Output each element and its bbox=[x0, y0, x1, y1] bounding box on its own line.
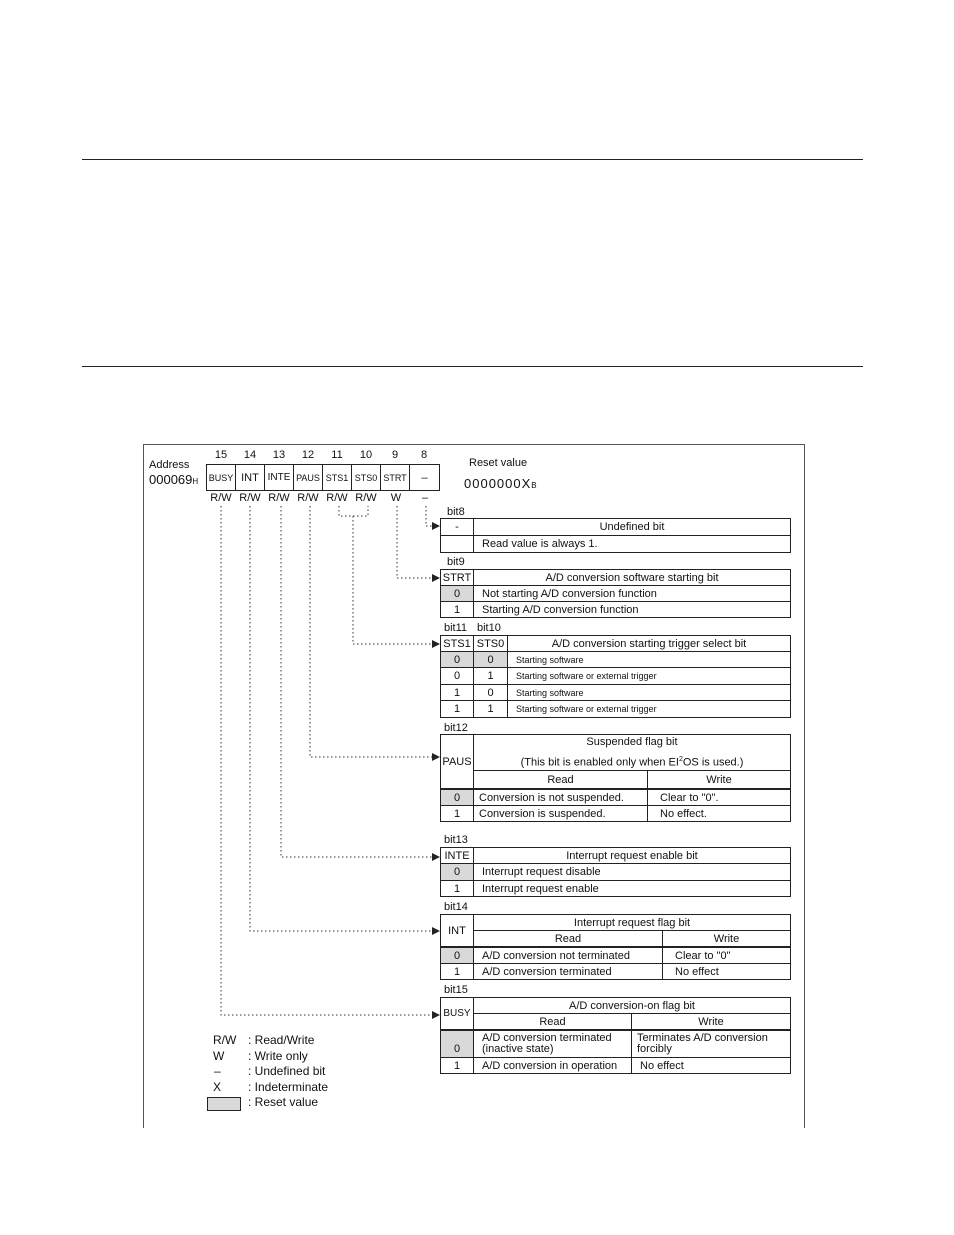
bit-field-busy: BUSY bbox=[206, 464, 236, 491]
bit13-desc-0: Interrupt request disable bbox=[473, 863, 791, 881]
bit-number: 14 bbox=[243, 449, 257, 461]
bit-field-strt: STRT bbox=[380, 464, 410, 491]
bit9-value-1: 1 bbox=[440, 601, 474, 618]
access-type: R/W bbox=[268, 492, 290, 504]
bit14-write-1: No effect bbox=[662, 963, 791, 980]
reset-value bbox=[464, 476, 538, 493]
bit14-value-1: 1 bbox=[440, 963, 474, 980]
bit12-read-head: Read bbox=[473, 770, 648, 789]
sts-row-a: 1 bbox=[440, 700, 474, 718]
legend-key: W bbox=[213, 1049, 225, 1063]
bit-number: 15 bbox=[214, 449, 228, 461]
bit15-value-0: 0 bbox=[440, 1029, 474, 1058]
sts-row-b: 0 bbox=[473, 684, 508, 701]
bit-number: 8 bbox=[420, 449, 428, 461]
sts-row-b: 1 bbox=[473, 700, 508, 718]
access-type: W bbox=[390, 492, 402, 504]
bit12-value-1: 1 bbox=[440, 805, 474, 822]
bit15-symbol: BUSY bbox=[440, 997, 474, 1030]
bit12-subtitle bbox=[521, 751, 744, 771]
access-type: R/W bbox=[297, 492, 319, 504]
bit14-write-head: Write bbox=[662, 930, 791, 947]
sts1-symbol: STS1 bbox=[440, 635, 474, 652]
sts-row-desc: Starting software or external trigger bbox=[507, 700, 791, 718]
bit12-write-1: No effect. bbox=[647, 805, 791, 822]
bit15-read-1: A/D conversion in operation bbox=[473, 1057, 632, 1074]
bit8-symbol: - bbox=[440, 518, 474, 536]
sts-row-a: 1 bbox=[440, 684, 474, 701]
bit15-label: bit15 bbox=[444, 984, 468, 996]
sts-row-b: 0 bbox=[473, 651, 508, 668]
address-number: 000069 bbox=[149, 472, 193, 487]
legend-key: – bbox=[214, 1064, 221, 1078]
access-type: R/W bbox=[239, 492, 261, 504]
access-type: R/W bbox=[210, 492, 232, 504]
bit-number: 12 bbox=[301, 449, 315, 461]
bit9-title: A/D conversion software starting bit bbox=[473, 569, 791, 586]
legend-desc: : Write only bbox=[248, 1049, 308, 1063]
legend-reset-swatch bbox=[207, 1097, 241, 1111]
address-value bbox=[149, 472, 198, 489]
bit12-symbol: PAUS bbox=[440, 734, 474, 789]
bit8-blank bbox=[440, 535, 474, 553]
bit12-title-block bbox=[473, 734, 791, 771]
bit14-read-head: Read bbox=[473, 930, 663, 947]
bit12-write-head: Write bbox=[647, 770, 791, 789]
bit8-title: Undefined bit bbox=[473, 518, 791, 536]
bit12-read-1: Conversion is suspended. bbox=[473, 805, 648, 822]
bit13-label: bit13 bbox=[444, 834, 468, 846]
bit-field-paus: PAUS bbox=[293, 464, 323, 491]
bit-number: 11 bbox=[331, 449, 343, 461]
sts-row-desc: Starting software bbox=[507, 684, 791, 701]
bit13-value-0: 0 bbox=[440, 863, 474, 881]
bit12-subtitle-sup: 2 bbox=[678, 755, 683, 763]
bit8-label: bit8 bbox=[447, 506, 465, 518]
bit9-symbol: STRT bbox=[440, 569, 474, 586]
bit14-symbol: INT bbox=[440, 914, 474, 947]
address-suffix: H bbox=[192, 477, 199, 486]
bit13-value-1: 1 bbox=[440, 880, 474, 897]
bit14-label: bit14 bbox=[444, 901, 468, 913]
sts-row-b: 1 bbox=[473, 667, 508, 685]
access-type: – bbox=[421, 492, 429, 504]
bit13-desc-1: Interrupt request enable bbox=[473, 880, 791, 897]
legend-desc: : Read/Write bbox=[248, 1033, 315, 1047]
reset-value-bits: 0000000X bbox=[464, 476, 532, 491]
address-label: Address bbox=[149, 459, 190, 471]
bit15-read-head: Read bbox=[473, 1013, 632, 1030]
legend-desc: : Reset value bbox=[248, 1095, 319, 1109]
bit14-title: Interrupt request flag bit bbox=[473, 914, 791, 931]
bit9-label: bit9 bbox=[447, 556, 465, 568]
sts-title: A/D conversion starting trigger select bit bbox=[507, 635, 791, 652]
bit15-title: A/D conversion-on flag bit bbox=[473, 997, 791, 1014]
bit15-write-head: Write bbox=[631, 1013, 791, 1030]
bit13-title: Interrupt request enable bit bbox=[473, 847, 791, 864]
legend-key: R/W bbox=[213, 1033, 237, 1047]
legend-desc: : Undefined bit bbox=[248, 1064, 326, 1078]
bit-field-undefined: – bbox=[409, 464, 440, 491]
bit12-value-0: 0 bbox=[440, 788, 474, 806]
bit14-read-0: A/D conversion not terminated bbox=[473, 946, 663, 964]
bit9-desc-0: Not starting A/D conversion function bbox=[473, 585, 791, 602]
legend-key: X bbox=[213, 1080, 222, 1094]
bit-field-inte: INTE bbox=[264, 464, 294, 491]
bit-field-sts0: STS0 bbox=[351, 464, 381, 491]
bit14-write-0: Clear to "0" bbox=[662, 946, 791, 964]
access-type: R/W bbox=[326, 492, 348, 504]
bit-number: 9 bbox=[391, 449, 399, 461]
sts0-symbol: STS0 bbox=[473, 635, 508, 652]
bit-field-int: INT bbox=[235, 464, 265, 491]
sts-row-desc: Starting software or external trigger bbox=[507, 667, 791, 685]
access-type: R/W bbox=[355, 492, 377, 504]
bit12-title: Suspended flag bit bbox=[586, 735, 678, 748]
bit15-write-0: Terminates A/D conversion forcibly bbox=[631, 1029, 791, 1058]
bit15-value-1: 1 bbox=[440, 1057, 474, 1074]
sts-row-a: 0 bbox=[440, 651, 474, 668]
bit-field-sts1: STS1 bbox=[322, 464, 352, 491]
bit12-subtitle-pre: (This bit is enabled only when EI bbox=[520, 756, 679, 769]
bit12-write-0: Clear to "0". bbox=[647, 788, 791, 806]
sts-row-desc: Starting software bbox=[507, 651, 791, 668]
bit8-note: Read value is always 1. bbox=[473, 535, 791, 553]
bit10-label: bit10 bbox=[477, 622, 501, 634]
bit15-read-0: A/D conversion terminated (inactive state) bbox=[473, 1029, 632, 1058]
bit15-write-1: No effect bbox=[631, 1057, 791, 1074]
bit11-label: bit11 bbox=[444, 622, 468, 634]
bit-number: 13 bbox=[272, 449, 286, 461]
reset-value-suffix: B bbox=[531, 481, 538, 490]
bit12-label: bit12 bbox=[444, 722, 468, 734]
bit12-subtitle-post: OS is used.) bbox=[682, 756, 744, 769]
bit12-read-0: Conversion is not suspended. bbox=[473, 788, 648, 806]
bit9-desc-1: Starting A/D conversion function bbox=[473, 601, 791, 618]
bit-number: 10 bbox=[359, 449, 373, 461]
bit9-value-0: 0 bbox=[440, 585, 474, 602]
bit14-value-0: 0 bbox=[440, 946, 474, 964]
bit13-symbol: INTE bbox=[440, 847, 474, 864]
sts-row-a: 0 bbox=[440, 667, 474, 685]
legend-desc: : Indeterminate bbox=[248, 1080, 329, 1094]
reset-label: Reset value bbox=[469, 457, 528, 469]
bit14-read-1: A/D conversion terminated bbox=[473, 963, 663, 980]
